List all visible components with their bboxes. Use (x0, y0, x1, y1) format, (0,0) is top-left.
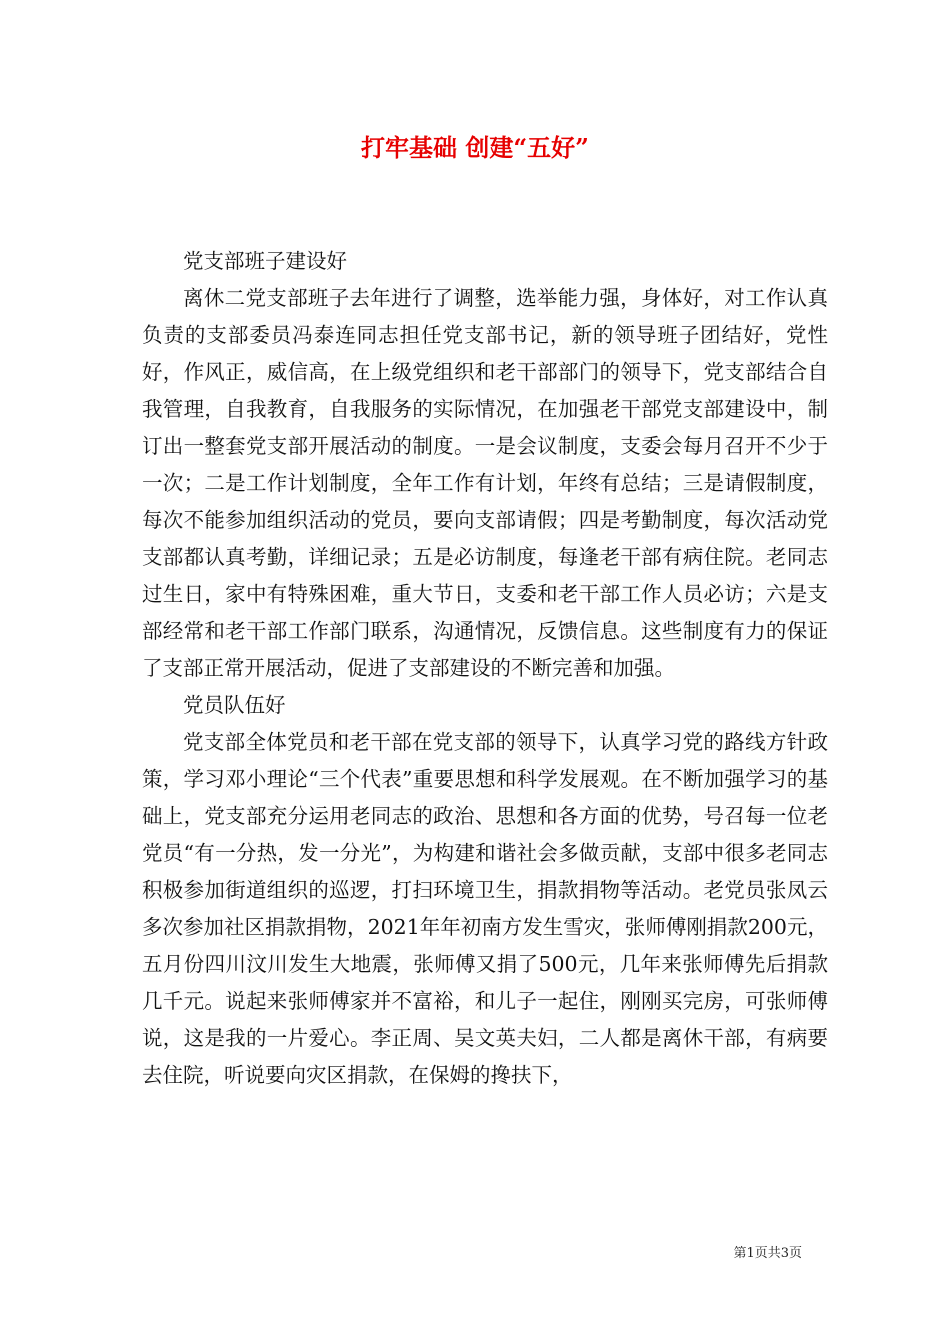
section-heading-team: 党支部班子建设好 (183, 249, 347, 273)
section-paragraph-members: 党支部全体党员和老干部在党支部的领导下，认真学习党的路线方针政策，学习邓小理论“三个代表”重要思想和科学发展观。在不断加强学习的基础上，党支部充分运用老同志的政治、思想和各方面的优势，号召每一位老党员“有一分热，发一分光”，为构建和谐社会多做贡献，支部中很多老同志积极参加街道组织的巡逻，打扫环境卫生，捐款捐物等活动。老党员张凤云多次参加社区捐款捐物，2021年年初南方发生雪灾，张师傅刚捐款200元，五月份四川汶川发生大地震，张师傅又捐了500元，几年来张师傅先后捐款几千元。说起来张师傅家并不富裕，和儿子一起住，刚刚买完房，可张师傅说，这是我的一片爱心。李正周、吴文英夫妇，二人都是离休干部，有病要去住院，听说要向灾区捐款，在保姆的搀扶下， (142, 730, 828, 1087)
section-paragraph-team: 离休二党支部班子去年进行了调整，选举能力强，身体好，对工作认真负责的支部委员冯泰连同志担任党支部书记，新的领导班子团结好，党性好，作风正，威信高，在上级党组织和老干部部门的领导下，党支部结合自我管理，自我教育，自我服务的实际情况，在加强老干部党支部建设中，制订出一整套党支部开展活动的制度。一是会议制度，支委会每月召开不少于一次；二是工作计划制度，全年工作有计划，年终有总结；三是请假制度，每次不能参加组织活动的党员，要向支部请假；四是考勤制度，每次活动党支部都认真考勤，详细记录；五是必访制度，每逢老干部有病住院。老同志过生日，家中有特殊困难，重大节日，支委和老干部工作人员必访；六是支部经常和老干部工作部门联系，沟通情况，反馈信息。这些制度有力的保证了支部正常开展活动，促进了支部建设的不断完善和加强。 (142, 286, 828, 680)
section-heading-members: 党员队伍好 (183, 693, 286, 717)
page-number-footer: 第1页共3页 (733, 1246, 802, 1261)
document-body (142, 243, 828, 1094)
document-title: 打牢基础 创建“五好” (361, 133, 589, 162)
